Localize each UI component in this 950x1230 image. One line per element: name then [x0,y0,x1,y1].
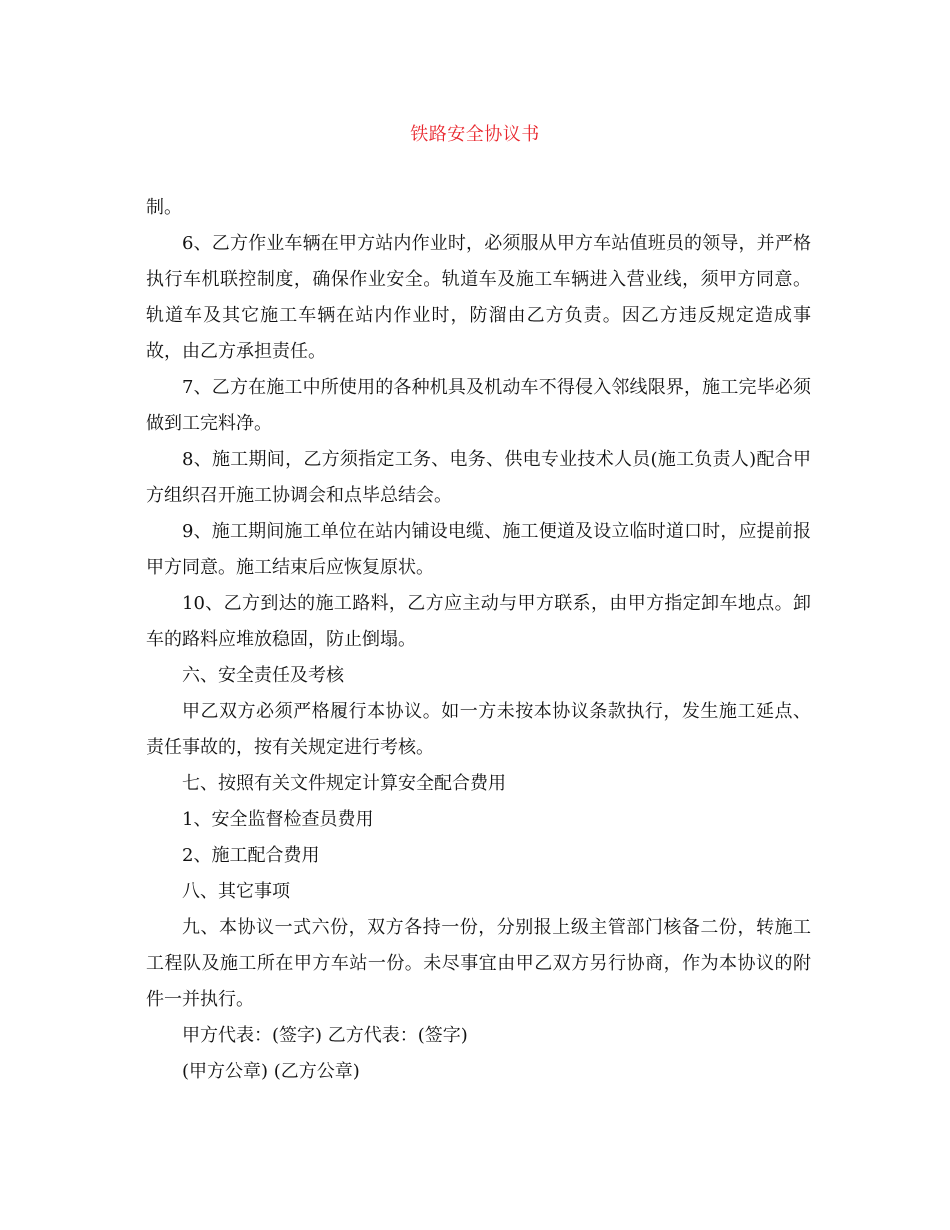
list-item-fee-1: 1、安全监督检查员费用 [182,809,374,830]
paragraph-0: 制。 [146,197,182,218]
seal-line: (甲方公章) (乙方公章) [182,1061,360,1082]
paragraph-7: 甲乙双方必须严格履行本协议。如一方未按本协议条款执行，发生施工延点、责任事故的，按有关规定进行考核。 [146,701,811,758]
section-heading-6: 六、安全责任及考核 [182,665,344,686]
section-heading-7: 七、按照有关文件规定计算安全配合费用 [182,773,506,794]
document-body [146,190,811,1090]
paragraph-5: 10、乙方到达的施工路料，乙方应主动与甲方联系，由甲方指定卸车地点。卸车的路料应堆放稳固，防止倒塌。 [146,593,811,650]
section-9-paragraph: 九、本协议一式六份，双方各持一份，分别报上级主管部门核备二份，转施工工程队及施工所在甲方车站一份。未尽事宜由甲乙双方另行协商，作为本协议的附件一并执行。 [146,917,811,1010]
paragraph-2: 7、乙方在施工中所使用的各种机具及机动车不得侵入邻线限界，施工完毕必须做到工完料净。 [146,377,811,434]
paragraph-3: 8、施工期间，乙方须指定工务、电务、供电专业技术人员(施工负责人)配合甲方组织召开施工协调会和点毕总结会。 [146,449,811,506]
document-title: 铁路安全协议书 [410,124,540,145]
paragraph-4: 9、施工期间施工单位在站内铺设电缆、施工便道及设立临时道口时，应提前报甲方同意。施工结束后应恢复原状。 [146,521,811,578]
section-heading-8: 八、其它事项 [182,881,290,902]
signature-line: 甲方代表：(签字) 乙方代表：(签字) [182,1025,468,1046]
paragraph-1: 6、乙方作业车辆在甲方站内作业时，必须服从甲方车站值班员的领导，并严格执行车机联控制度，确保作业安全。轨道车及施工车辆进入营业线，须甲方同意。轨道车及其它施工车辆在站内作业时，防溜由乙方负责。因乙方违反规定造成事故，由乙方承担责任。 [146,233,811,362]
list-item-fee-2: 2、施工配合费用 [182,845,320,866]
